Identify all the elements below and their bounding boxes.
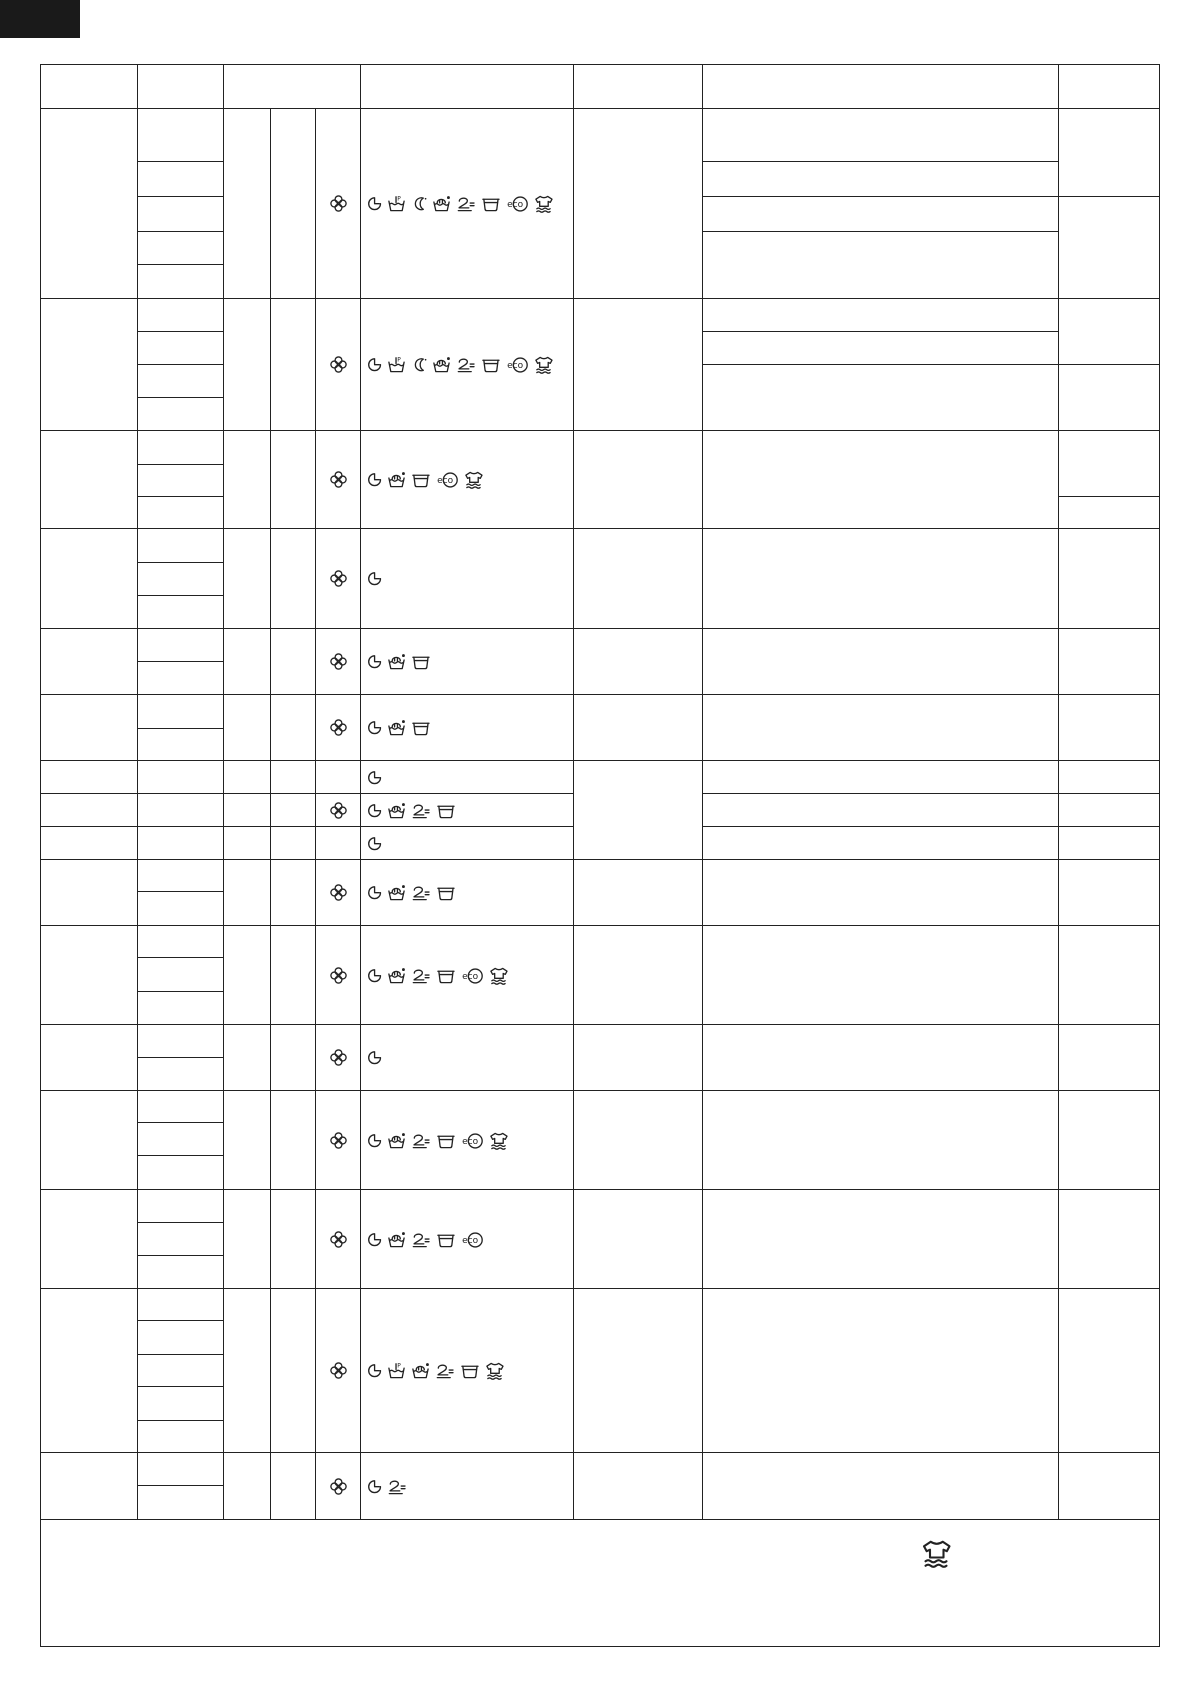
program-cell: [41, 431, 138, 529]
eco-icon: [506, 194, 529, 213]
setting-cell: [138, 1123, 224, 1156]
description-cell: [703, 1190, 1059, 1289]
options-cell: [361, 794, 574, 827]
spin-cell: [316, 1091, 361, 1190]
night-icon: [411, 355, 427, 374]
level-a-cell: [224, 109, 271, 299]
remark-cell: [1059, 1289, 1160, 1453]
remark-cell: [1059, 109, 1160, 197]
stain-icon: [387, 883, 406, 902]
stain-icon: [411, 1361, 430, 1380]
level-a-cell: [224, 431, 271, 529]
description-cell: [703, 860, 1059, 926]
remark-cell: [1059, 497, 1160, 529]
timer-icon: [367, 768, 382, 787]
program-table: [40, 64, 1160, 1647]
spin-cell: [316, 109, 361, 299]
spin-icon: [329, 1361, 348, 1380]
options-cell: [361, 1190, 574, 1289]
eco-label: eco: [437, 475, 454, 486]
timer-icon: [367, 883, 382, 902]
description-cell: [703, 197, 1059, 232]
setting-cell: [138, 1355, 224, 1387]
description-cell: [703, 794, 1059, 827]
eco-label: eco: [462, 1136, 479, 1147]
remark-cell: [1059, 1025, 1160, 1091]
table-header-cell: [703, 65, 1059, 109]
spin-cell: [316, 1190, 361, 1289]
setting-cell: [138, 794, 224, 827]
options-cell: [361, 431, 574, 529]
program-cell: [41, 761, 138, 794]
table-header-cell: [1059, 65, 1160, 109]
footnote-icon-holder: [921, 1538, 953, 1568]
table-header-cell: [41, 65, 138, 109]
shirt-icon: [534, 194, 554, 213]
setting-cell: [138, 695, 224, 729]
spin-cell: [316, 827, 361, 860]
shirt-icon: [534, 355, 554, 374]
speed-icon: [411, 1131, 431, 1150]
setting-cell: [138, 332, 224, 365]
description-cell: [703, 1091, 1059, 1190]
setting-cell: [138, 299, 224, 332]
timer-icon: [367, 1048, 382, 1067]
description-cell: [703, 332, 1059, 365]
options-cell: [361, 1289, 574, 1453]
value-cell: [574, 1091, 703, 1190]
level-a-cell: [224, 761, 271, 794]
setting-cell: [138, 265, 224, 299]
options-cell: [361, 1091, 574, 1190]
value-cell: [574, 926, 703, 1025]
timer-icon: [367, 470, 382, 489]
setting-cell: [138, 1091, 224, 1123]
description-cell: [703, 761, 1059, 794]
setting-cell: [138, 1486, 224, 1520]
rinse-icon: [481, 194, 501, 213]
setting-cell: [138, 1223, 224, 1256]
eco-icon: [436, 470, 459, 489]
speed-icon: [411, 883, 431, 902]
spin-cell: [316, 431, 361, 529]
description-cell: [703, 1453, 1059, 1520]
level-a-cell: [224, 860, 271, 926]
spin-icon: [329, 569, 348, 588]
description-cell: [703, 431, 1059, 529]
prewash-icon: [387, 194, 406, 213]
timer-icon: [367, 834, 382, 853]
setting-cell: [138, 860, 224, 892]
level-b-cell: [271, 431, 316, 529]
setting-cell: [138, 1058, 224, 1091]
description-cell: [703, 109, 1059, 162]
stain-icon: [387, 718, 406, 737]
program-cell: [41, 695, 138, 761]
page-corner-marker: [0, 0, 80, 38]
description-cell: [703, 926, 1059, 1025]
value-cell: [574, 629, 703, 695]
eco-icon: [506, 355, 529, 374]
level-b-cell: [271, 926, 316, 1025]
setting-cell: [138, 232, 224, 265]
value-cell: [574, 695, 703, 761]
setting-cell: [138, 1156, 224, 1190]
timer-icon: [367, 355, 382, 374]
setting-cell: [138, 398, 224, 431]
remark-cell: [1059, 926, 1160, 1025]
remark-cell: [1059, 1091, 1160, 1190]
spin-cell: [316, 794, 361, 827]
value-cell: [574, 1025, 703, 1091]
spin-cell: [316, 529, 361, 629]
eco-icon: [461, 1131, 484, 1150]
setting-cell: [138, 596, 224, 629]
options-cell: [361, 299, 574, 431]
remark-cell: [1059, 365, 1160, 431]
prewash-icon: [387, 355, 406, 374]
shirt-icon: [921, 1538, 953, 1568]
program-cell: [41, 1289, 138, 1453]
value-cell: [574, 299, 703, 431]
setting-cell: [138, 827, 224, 860]
setting-cell: [138, 1289, 224, 1321]
level-a-cell: [224, 1091, 271, 1190]
level-b-cell: [271, 695, 316, 761]
description-cell: [703, 1025, 1059, 1091]
options-cell: [361, 109, 574, 299]
shirt-icon: [489, 966, 509, 985]
speed-icon: [411, 1230, 431, 1249]
description-cell: [703, 299, 1059, 332]
spin-cell: [316, 860, 361, 926]
options-cell: [361, 827, 574, 860]
spin-icon: [329, 718, 348, 737]
timer-icon: [367, 194, 382, 213]
spin-cell: [316, 629, 361, 695]
rinse-icon: [436, 966, 456, 985]
level-b-cell: [271, 1453, 316, 1520]
setting-cell: [138, 365, 224, 398]
level-b-cell: [271, 629, 316, 695]
timer-icon: [367, 1361, 382, 1380]
remark-cell: [1059, 299, 1160, 365]
level-b-cell: [271, 860, 316, 926]
description-cell: [703, 365, 1059, 431]
speed-icon: [435, 1361, 455, 1380]
level-a-cell: [224, 1453, 271, 1520]
prewash-label: P: [397, 357, 401, 364]
value-cell: [574, 1453, 703, 1520]
program-cell: [41, 860, 138, 926]
spin-cell: [316, 695, 361, 761]
level-b-cell: [271, 1190, 316, 1289]
stain-icon: [387, 652, 406, 671]
value-cell: [574, 529, 703, 629]
spin-icon: [329, 1048, 348, 1067]
stain-icon: [432, 355, 451, 374]
spin-icon: [329, 1477, 348, 1496]
rinse-icon: [436, 1131, 456, 1150]
program-cell: [41, 629, 138, 695]
stain-icon: [387, 1131, 406, 1150]
rinse-icon: [481, 355, 501, 374]
description-cell: [703, 232, 1059, 299]
level-b-cell: [271, 299, 316, 431]
spin-cell: [316, 299, 361, 431]
timer-icon: [367, 1230, 382, 1249]
program-cell: [41, 1091, 138, 1190]
rinse-icon: [436, 1230, 456, 1249]
level-a-cell: [224, 695, 271, 761]
setting-cell: [138, 662, 224, 695]
setting-cell: [138, 1387, 224, 1421]
stain-icon: [387, 1230, 406, 1249]
night-icon: [411, 194, 427, 213]
shirt-icon: [489, 1131, 509, 1150]
setting-cell: [138, 529, 224, 563]
value-cell: [574, 1190, 703, 1289]
level-b-cell: [271, 827, 316, 860]
spin-icon: [329, 194, 348, 213]
rinse-icon: [411, 470, 431, 489]
speed-icon: [411, 966, 431, 985]
timer-icon: [367, 718, 382, 737]
level-b-cell: [271, 794, 316, 827]
spin-icon: [329, 883, 348, 902]
value-cell: [574, 109, 703, 299]
remark-cell: [1059, 761, 1160, 794]
remark-cell: [1059, 529, 1160, 629]
setting-cell: [138, 761, 224, 794]
eco-icon: [461, 966, 484, 985]
setting-cell: [138, 465, 224, 497]
speed-icon: [411, 801, 431, 820]
level-a-cell: [224, 1025, 271, 1091]
spin-icon: [329, 1230, 348, 1249]
options-cell: [361, 1453, 574, 1520]
program-cell: [41, 926, 138, 1025]
setting-cell: [138, 162, 224, 197]
level-b-cell: [271, 1091, 316, 1190]
setting-cell: [138, 958, 224, 992]
program-cell: [41, 827, 138, 860]
shirt-icon: [485, 1361, 505, 1380]
stain-icon: [387, 470, 406, 489]
level-a-cell: [224, 1190, 271, 1289]
remark-cell: [1059, 827, 1160, 860]
remark-cell: [1059, 197, 1160, 299]
speed-icon: [387, 1477, 407, 1496]
description-cell: [703, 1289, 1059, 1453]
options-cell: [361, 860, 574, 926]
program-cell: [41, 1190, 138, 1289]
program-cell: [41, 299, 138, 431]
spin-cell: [316, 761, 361, 794]
table-header-cell: [138, 65, 224, 109]
value-cell: [574, 431, 703, 529]
spin-icon: [329, 652, 348, 671]
spin-icon: [329, 470, 348, 489]
remark-cell: [1059, 629, 1160, 695]
timer-icon: [367, 1477, 382, 1496]
level-b-cell: [271, 1289, 316, 1453]
remark-cell: [1059, 860, 1160, 926]
remark-cell: [1059, 1190, 1160, 1289]
program-cell: [41, 1025, 138, 1091]
options-cell: [361, 926, 574, 1025]
timer-icon: [367, 569, 382, 588]
options-cell: [361, 1025, 574, 1091]
value-cell: [574, 761, 703, 860]
setting-cell: [138, 109, 224, 162]
prewash-icon: [387, 1361, 406, 1380]
level-b-cell: [271, 109, 316, 299]
stain-icon: [387, 801, 406, 820]
level-b-cell: [271, 761, 316, 794]
options-cell: [361, 629, 574, 695]
level-a-cell: [224, 629, 271, 695]
level-a-cell: [224, 1289, 271, 1453]
setting-cell: [138, 992, 224, 1025]
setting-cell: [138, 1256, 224, 1289]
level-a-cell: [224, 299, 271, 431]
setting-cell: [138, 563, 224, 596]
timer-icon: [367, 966, 382, 985]
description-cell: [703, 629, 1059, 695]
level-a-cell: [224, 926, 271, 1025]
eco-icon: [461, 1230, 484, 1249]
remark-cell: [1059, 794, 1160, 827]
spin-icon: [329, 801, 348, 820]
setting-cell: [138, 729, 224, 761]
remark-cell: [1059, 431, 1160, 497]
setting-cell: [138, 1190, 224, 1223]
program-cell: [41, 529, 138, 629]
spin-cell: [316, 1289, 361, 1453]
stain-icon: [432, 194, 451, 213]
level-b-cell: [271, 1025, 316, 1091]
setting-cell: [138, 197, 224, 232]
timer-icon: [367, 652, 382, 671]
setting-cell: [138, 1321, 224, 1355]
level-a-cell: [224, 827, 271, 860]
eco-label: eco: [507, 199, 524, 210]
prewash-label: P: [397, 1363, 401, 1370]
remark-cell: [1059, 695, 1160, 761]
level-a-cell: [224, 529, 271, 629]
description-cell: [703, 827, 1059, 860]
description-cell: [703, 695, 1059, 761]
setting-cell: [138, 1453, 224, 1486]
description-cell: [703, 529, 1059, 629]
eco-label: eco: [462, 971, 479, 982]
value-cell: [574, 1289, 703, 1453]
spin-icon: [329, 966, 348, 985]
setting-cell: [138, 431, 224, 465]
table-header-cell: [574, 65, 703, 109]
spin-icon: [329, 1131, 348, 1150]
eco-label: eco: [507, 360, 524, 371]
program-cell: [41, 1453, 138, 1520]
eco-label: eco: [462, 1235, 479, 1246]
stain-icon: [387, 966, 406, 985]
setting-cell: [138, 926, 224, 958]
spin-cell: [316, 926, 361, 1025]
program-cell: [41, 794, 138, 827]
spin-cell: [316, 1453, 361, 1520]
setting-cell: [138, 1421, 224, 1453]
footnote-box: [41, 1520, 1160, 1647]
spin-cell: [316, 1025, 361, 1091]
table-header-cell: [224, 65, 361, 109]
value-cell: [574, 860, 703, 926]
table-header-cell: [361, 65, 574, 109]
options-cell: [361, 529, 574, 629]
timer-icon: [367, 801, 382, 820]
timer-icon: [367, 1131, 382, 1150]
rinse-icon: [436, 883, 456, 902]
rinse-icon: [411, 718, 431, 737]
spin-icon: [329, 355, 348, 374]
options-cell: [361, 695, 574, 761]
level-a-cell: [224, 794, 271, 827]
setting-cell: [138, 497, 224, 529]
speed-icon: [456, 194, 476, 213]
setting-cell: [138, 892, 224, 926]
shirt-icon: [464, 470, 484, 489]
setting-cell: [138, 629, 224, 662]
setting-cell: [138, 1025, 224, 1058]
prewash-label: P: [397, 196, 401, 203]
rinse-icon: [411, 652, 431, 671]
options-cell: [361, 761, 574, 794]
level-b-cell: [271, 529, 316, 629]
program-cell: [41, 109, 138, 299]
rinse-icon: [460, 1361, 480, 1380]
remark-cell: [1059, 1453, 1160, 1520]
description-cell: [703, 162, 1059, 197]
rinse-icon: [436, 801, 456, 820]
speed-icon: [456, 355, 476, 374]
